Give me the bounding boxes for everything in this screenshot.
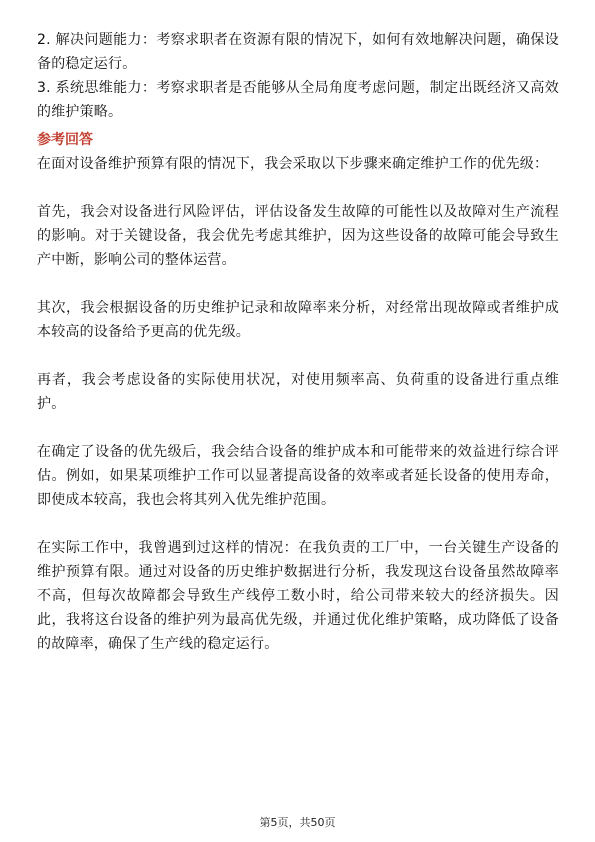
page-number-footer: 第5页，共50页 [259,816,336,829]
point-problem-solving: 2. 解决问题能力：考察求职者在资源有限的情况下，如何有效地解决问题，确保设备的稳定运行。 [37,32,559,72]
answer-paragraph-2: 其次，我会根据设备的历史维护记录和故障率来分析，对经常出现故障或者维护成本较高的设备给予更高的优先级。 [37,300,559,340]
answer-paragraph-5: 在实际工作中，我曾遇到过这样的情况：在我负责的工厂中，一台关键生产设备的维护预算有限。通过对设备的历史维护数据进行分析，我发现这台设备虽然故障率不高，但每次故障都会导致生产线停工数小时，给公司带来较大的经济损失。因此，我将这台设备的维护列为最高优先级，并通过优化维护策略，成功降低了设备的故障率，确保了生产线的稳定运行。 [37,540,559,652]
reference-answer-heading: 参考回答 [37,132,93,148]
answer-paragraph-4: 在确定了设备的优先级后，我会结合设备的维护成本和可能带来的效益进行综合评估。例如，如果某项维护工作可以显著提高设备的效率或者延长设备的使用寿命，即使成本较高，我也会将其列入优先维护范围。 [37,444,559,508]
point-systems-thinking: 3. 系统思维能力：考察求职者是否能够从全局角度考虑问题，制定出既经济又高效的维护策略。 [37,80,559,120]
answer-intro: 在面对设备维护预算有限的情况下，我会采取以下步骤来确定维护工作的优先级： [37,156,549,172]
answer-paragraph-1: 首先，我会对设备进行风险评估，评估设备发生故障的可能性以及故障对生产流程的影响。对于关键设备，我会优先考虑其维护，因为这些设备的故障可能会导致生产中断，影响公司的整体运营。 [37,204,559,268]
page-content [37,28,559,656]
answer-paragraph-3: 再者，我会考虑设备的实际使用状况，对使用频率高、负荷重的设备进行重点维护。 [37,372,559,412]
